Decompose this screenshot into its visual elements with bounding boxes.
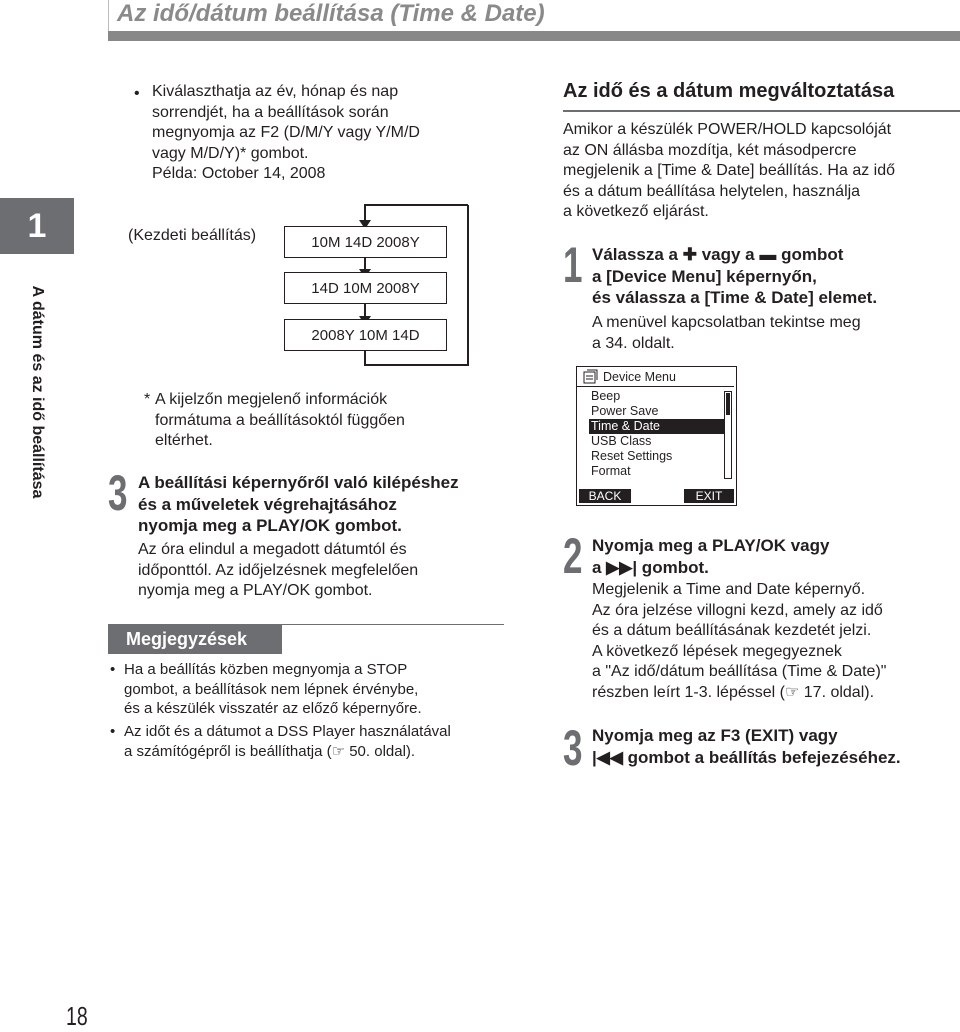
menu-item-reset-settings: Reset Settings <box>591 449 673 463</box>
section-title-rule <box>563 110 960 112</box>
step-body-line: a "Az idő/dátum beállítása (Time & Date)" <box>592 663 887 680</box>
initial-setting-label: (Kezdeti beállítás) <box>128 227 257 244</box>
intro-line: megnyomja az F2 (D/M/Y vagy Y/M/D <box>152 124 420 141</box>
menu-item-power-save: Power Save <box>591 404 659 418</box>
step-number-2: 2 <box>563 528 583 584</box>
step-body-1 <box>592 313 960 354</box>
header-bar <box>108 31 960 41</box>
step-body-line: a 34. oldalt. <box>592 334 675 352</box>
note-line: a számítógépről is beállíthatja (☞ 50. oldal). <box>124 742 416 760</box>
chapter-tab-label: A dátum és az idő beállítása <box>29 285 46 499</box>
footnote-line: eltérhet. <box>155 432 213 449</box>
menu-item-time-date: Time & Date <box>589 419 725 434</box>
menu-scrollbar-thumb <box>726 393 730 415</box>
menu-exit-label: EXIT <box>684 489 734 503</box>
format-box-ymd: 2008Y 10M 14D <box>284 319 447 351</box>
intro-line: vagy M/D/Y)* gombot. <box>152 144 309 162</box>
note-line: Ha a beállítás közben megnyomja a STOP <box>124 661 408 678</box>
step-body-line: A menüvel kapcsolatban tekintse meg <box>592 314 861 331</box>
step-body-line: nyomja meg a PLAY/OK gombot. <box>138 582 373 599</box>
menu-item-format: Format <box>591 464 631 478</box>
intro-line: Kiválaszthatja az év, hónap és nap <box>152 83 399 100</box>
step-body-line: Megjelenik a Time and Date képernyő. <box>592 581 866 598</box>
intro-line: Példa: October 14, 2008 <box>152 165 326 182</box>
footnote-star: * <box>144 391 151 408</box>
step-heading-left-3 <box>138 472 518 537</box>
format-box-dmy-start: 10M 14D 2008Y <box>284 226 447 258</box>
step-body-line: A következő lépések megegyeznek <box>592 642 842 660</box>
cycle-return-top <box>365 205 468 222</box>
intro-line: a következő eljárást. <box>563 203 709 220</box>
step-number-left-3: 3 <box>108 465 128 521</box>
note-bullet: • <box>110 723 116 740</box>
footnote-text <box>155 390 455 452</box>
step-body-line: időponttól. Az időjelzésnek megfelelően <box>138 561 419 579</box>
note-bullet: • <box>110 661 116 678</box>
intro-bullet: • <box>134 85 140 102</box>
step-heading-1 <box>592 244 960 309</box>
step-heading-line: Válassza a ✚ vagy a ▬ gombot <box>592 245 844 264</box>
step-heading-line: A beállítási képernyőről való kilépéshez <box>138 473 459 492</box>
step-heading-line: Nyomja meg a PLAY/OK vagy <box>592 536 830 555</box>
step-number-3: 3 <box>563 720 583 776</box>
footnote-line: A kijelzőn megjelenő információk <box>155 391 388 408</box>
notes-heading: Megjegyzések <box>108 624 282 654</box>
page-title: Az idő/dátum beállítása (Time & Date) <box>117 0 545 27</box>
step-number-1: 1 <box>563 237 583 293</box>
step-heading-line: |◀◀ gombot a beállítás befejezéséhez. <box>592 747 901 767</box>
menu-scrollbar <box>724 391 732 479</box>
note-item <box>124 660 514 719</box>
step-heading-2 <box>592 535 960 578</box>
note-line: Az időt és a dátumot a DSS Player használatával <box>124 723 451 740</box>
step-body-line: Az óra elindul a megadott dátumtól és <box>138 541 407 558</box>
notes-rule <box>282 624 504 625</box>
chapter-tab-number: 1 <box>0 198 74 254</box>
device-menu-header <box>577 367 734 387</box>
note-line: gombot, a beállítások nem lépnek érvénybe, <box>124 680 419 698</box>
step-heading-line: a [Device Menu] képernyőn, <box>592 266 817 286</box>
format-box-dmy: 14D 10M 2008Y <box>284 272 447 304</box>
footnote-line: formátuma a beállításoktól függően <box>155 411 405 429</box>
step-body-line: és a dátum beállításának kezdetét jelzi. <box>592 622 872 639</box>
intro-line: sorrendjét, ha a beállítások során <box>152 103 389 121</box>
section-intro <box>563 120 953 223</box>
note-item <box>124 722 514 761</box>
device-menu-screen <box>576 366 737 506</box>
step-body-line: részben leírt 1-3. lépéssel (☞ 17. oldal). <box>592 683 875 701</box>
menu-item-usb-class: USB Class <box>591 434 652 448</box>
page-number: 18 <box>66 1001 88 1031</box>
intro-line: és a dátum beállítása helytelen, használja <box>563 182 861 200</box>
step-heading-3 <box>592 725 960 768</box>
menu-back-label: BACK <box>579 489 631 503</box>
intro-line: megjelenik a [Time & Date] beállítás. Ha az idő <box>563 162 896 179</box>
intro-text <box>152 82 512 185</box>
intro-line: az ON állásba mozdítja, két másodpercre <box>563 141 857 159</box>
section-title: Az idő és a dátum megváltoztatása <box>563 80 895 102</box>
step-heading-line: nyomja meg a PLAY/OK gombot. <box>138 516 402 535</box>
intro-line: Amikor a készülék POWER/HOLD kapcsolóját <box>563 121 892 138</box>
step-body-2 <box>592 580 960 703</box>
note-line: és a készülék visszatér az előző képernyőre. <box>124 700 422 717</box>
step-heading-line: a ▶▶| gombot. <box>592 557 709 577</box>
device-menu-title: Device Menu <box>603 369 676 384</box>
step-body-line: Az óra jelzése villogni kezd, amely az idő <box>592 601 883 619</box>
step-heading-line: és válassza a [Time & Date] elemet. <box>592 288 878 307</box>
step-heading-line: Nyomja meg az F3 (EXIT) vagy <box>592 726 838 745</box>
menu-icon <box>581 369 603 385</box>
step-heading-line: és a műveletek végrehajtásához <box>138 494 397 514</box>
menu-item-beep: Beep <box>591 389 621 403</box>
step-body-left-3 <box>138 540 518 602</box>
